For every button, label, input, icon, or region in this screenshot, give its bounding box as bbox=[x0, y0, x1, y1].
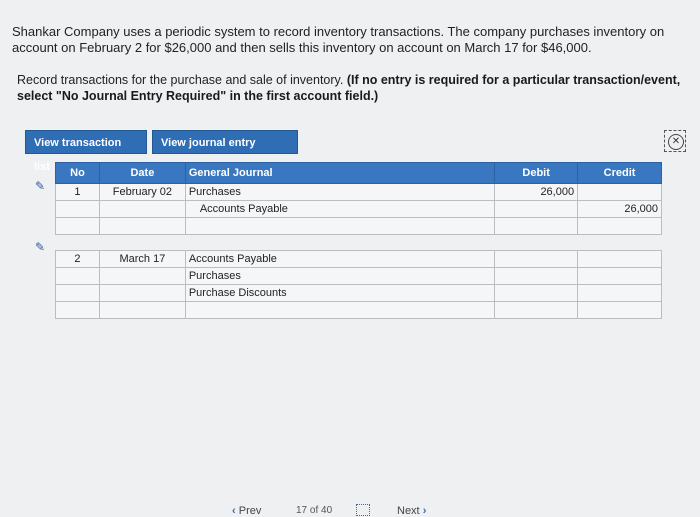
instruction-plain: Record transactions for the purchase and sale of inventory. bbox=[17, 73, 347, 87]
account-cell[interactable]: Purchases bbox=[185, 268, 494, 285]
table-header-row bbox=[56, 163, 662, 184]
problem-statement bbox=[12, 24, 692, 56]
prev-button[interactable] bbox=[232, 505, 261, 517]
header-no: No bbox=[56, 163, 100, 184]
table-row bbox=[56, 201, 662, 218]
debit-cell[interactable] bbox=[495, 302, 578, 319]
account-cell[interactable]: Accounts Payable bbox=[185, 251, 494, 268]
instruction-bold: (If no entry is required for a particular transaction/event, select "No Journal Entry Required" in the first account field.) bbox=[17, 73, 681, 103]
debit-cell[interactable]: 26,000 bbox=[495, 184, 578, 201]
debit-cell[interactable] bbox=[495, 285, 578, 302]
instruction bbox=[17, 72, 687, 104]
view-transaction-list-button[interactable]: View transaction list bbox=[25, 130, 147, 154]
next-button[interactable] bbox=[397, 505, 426, 517]
debit-cell[interactable] bbox=[495, 201, 578, 218]
debit-cell[interactable] bbox=[495, 218, 578, 235]
grid-icon[interactable] bbox=[356, 504, 370, 516]
credit-cell[interactable]: 26,000 bbox=[578, 201, 662, 218]
credit-cell[interactable] bbox=[578, 218, 662, 235]
debit-cell[interactable] bbox=[495, 268, 578, 285]
pencil-icon[interactable]: ✎ bbox=[35, 179, 46, 193]
account-cell[interactable]: Purchase Discounts bbox=[185, 285, 494, 302]
credit-cell[interactable] bbox=[578, 285, 662, 302]
journal-table bbox=[55, 162, 662, 319]
prev-label: Prev bbox=[238, 505, 262, 517]
account-cell[interactable]: Accounts Payable bbox=[185, 201, 494, 218]
chevron-left-icon: ‹ bbox=[232, 505, 236, 517]
account-cell[interactable] bbox=[185, 302, 494, 319]
account-cell[interactable] bbox=[185, 218, 494, 235]
table-row bbox=[56, 285, 662, 302]
expand-icon[interactable]: ✕ bbox=[664, 130, 686, 152]
header-credit: Credit bbox=[578, 163, 662, 184]
entry-date: March 17 bbox=[99, 251, 185, 268]
credit-cell[interactable] bbox=[578, 184, 662, 201]
table-row bbox=[56, 184, 662, 201]
credit-cell[interactable] bbox=[578, 302, 662, 319]
next-label: Next bbox=[397, 505, 420, 517]
entry-no: 2 bbox=[56, 251, 100, 268]
table-row bbox=[56, 268, 662, 285]
problem-text: Shankar Company uses a periodic system to record inventory transactions. The company purchases inventory on account on February 2 for $26,000 and then sells this inventory on account on March 17 for $46,000. bbox=[12, 24, 665, 55]
account-cell[interactable]: Purchases bbox=[185, 184, 494, 201]
entry-no: 1 bbox=[56, 184, 100, 201]
entry-date: February 02 bbox=[99, 184, 185, 201]
credit-cell[interactable] bbox=[578, 268, 662, 285]
pencil-icon[interactable]: ✎ bbox=[35, 240, 46, 254]
header-date: Date bbox=[99, 163, 185, 184]
credit-cell[interactable] bbox=[578, 251, 662, 268]
table-row bbox=[56, 218, 662, 235]
header-general-journal: General Journal bbox=[185, 163, 494, 184]
table-row bbox=[56, 251, 662, 268]
table-row bbox=[56, 302, 662, 319]
page-indicator: 17 of 40 bbox=[296, 505, 333, 516]
header-debit: Debit bbox=[495, 163, 578, 184]
debit-cell[interactable] bbox=[495, 251, 578, 268]
chevron-right-icon: › bbox=[422, 505, 427, 517]
view-journal-entry-worksheet-button[interactable]: View journal entry bbox=[152, 130, 298, 154]
